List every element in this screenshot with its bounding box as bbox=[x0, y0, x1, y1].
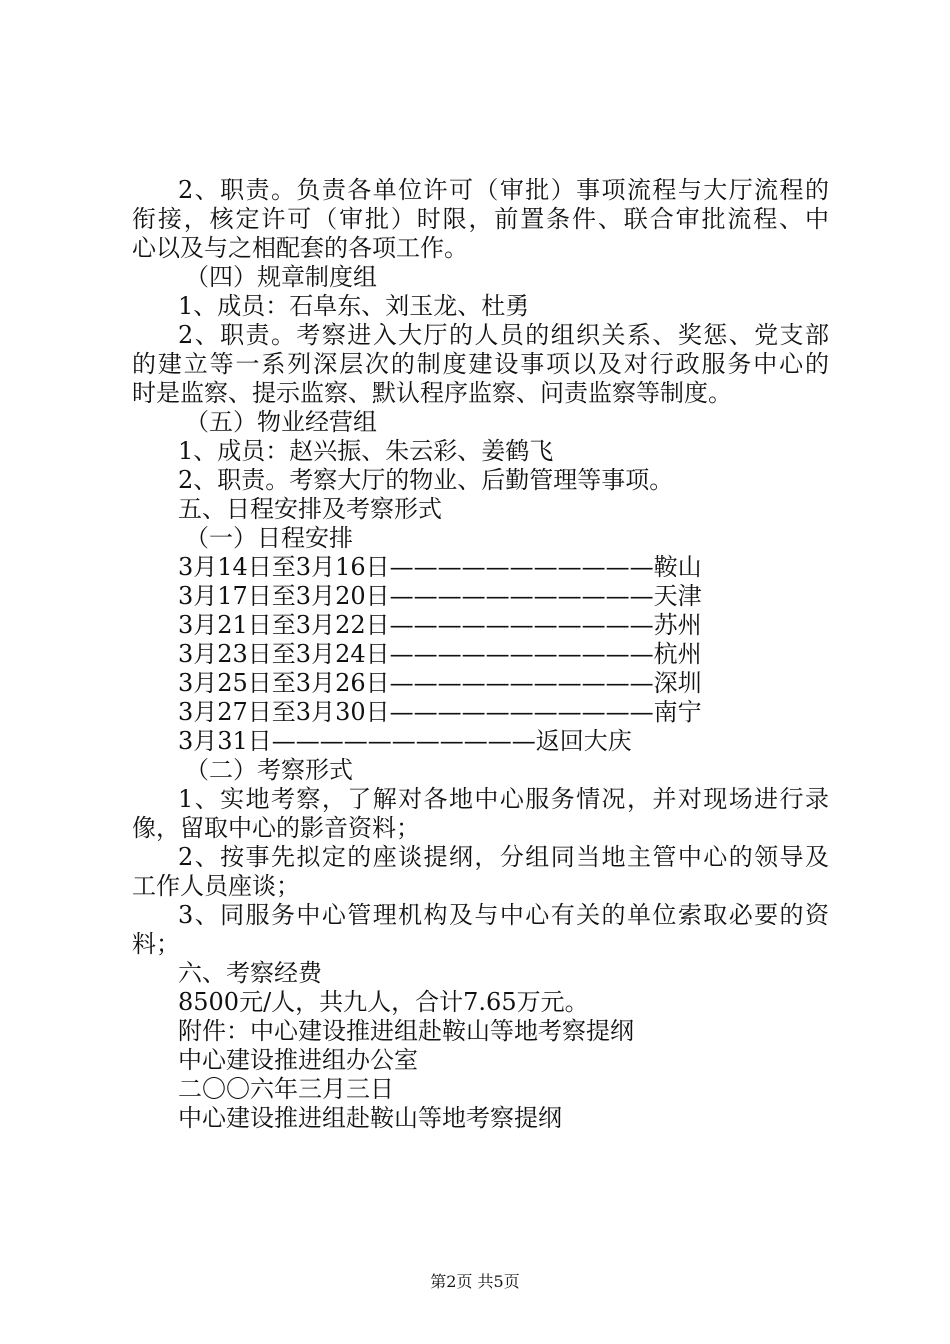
paragraph-line: 8500元/人，共九人，合计7.65万元。 bbox=[178, 988, 589, 1016]
paragraph-line: 1、实地考察，了解对各地中心服务情况，并对现场进行录 bbox=[178, 785, 829, 813]
section-heading: （五）物业经营组 bbox=[185, 408, 377, 436]
section-heading: （一）日程安排 bbox=[185, 524, 353, 552]
schedule-line: 3月21日至3月22日———————————苏州 bbox=[178, 611, 702, 639]
section-heading: （二）考察形式 bbox=[185, 756, 353, 784]
paragraph-line: 1、成员：石阜东、刘玉龙、杜勇 bbox=[178, 292, 530, 320]
paragraph-line: 2、职责。负责各单位许可（审批）事项流程与大厅流程的 bbox=[178, 176, 829, 204]
paragraph-line: 2、按事先拟定的座谈提纲，分组同当地主管中心的领导及 bbox=[178, 843, 829, 871]
paragraph-line: 料； bbox=[132, 930, 180, 958]
document-date: 二〇〇六年三月三日 bbox=[178, 1075, 394, 1103]
schedule-line: 3月14日至3月16日———————————鞍山 bbox=[178, 553, 702, 581]
paragraph-line: 的建立等一系列深层次的制度建设事项以及对行政服务中心的 bbox=[132, 350, 829, 378]
schedule-line: 3月25日至3月26日———————————深圳 bbox=[178, 669, 702, 697]
paragraph-line: 2、职责。考察大厅的物业、后勤管理等事项。 bbox=[178, 466, 674, 494]
paragraph-line: 衔接，核定许可（审批）时限，前置条件、联合审批流程、中 bbox=[132, 205, 829, 233]
office-name: 中心建设推进组办公室 bbox=[178, 1046, 418, 1074]
section-heading: 五、日程安排及考察形式 bbox=[178, 495, 442, 523]
paragraph-line: 1、成员：赵兴振、朱云彩、姜鹤飞 bbox=[178, 437, 554, 465]
paragraph-line: 心以及与之相配套的各项工作。 bbox=[132, 234, 468, 262]
schedule-line: 3月17日至3月20日———————————天津 bbox=[178, 582, 702, 610]
schedule-line: 3月23日至3月24日———————————杭州 bbox=[178, 640, 702, 668]
paragraph-line: 2、职责。考察进入大厅的人员的组织关系、奖惩、党支部 bbox=[178, 321, 829, 349]
paragraph-line: 3、同服务中心管理机构及与中心有关的单位索取必要的资 bbox=[178, 901, 829, 929]
document-title: 中心建设推进组赴鞍山等地考察提纲 bbox=[178, 1104, 562, 1132]
paragraph-line: 时是监察、提示监察、默认程序监察、问责监察等制度。 bbox=[132, 379, 732, 407]
document-body bbox=[0, 175, 950, 1132]
paragraph-line: 工作人员座谈； bbox=[132, 872, 300, 900]
attachment-line: 附件：中心建设推进组赴鞍山等地考察提纲 bbox=[178, 1017, 634, 1045]
schedule-line: 3月27日至3月30日———————————南宁 bbox=[178, 698, 702, 726]
section-heading: （四）规章制度组 bbox=[185, 263, 377, 291]
page-footer: 第2页 共5页 bbox=[430, 1272, 520, 1291]
schedule-line: 3月31日———————————返回大庆 bbox=[178, 727, 632, 755]
paragraph-line: 像，留取中心的影音资料； bbox=[132, 814, 420, 842]
section-heading: 六、考察经费 bbox=[178, 959, 322, 987]
